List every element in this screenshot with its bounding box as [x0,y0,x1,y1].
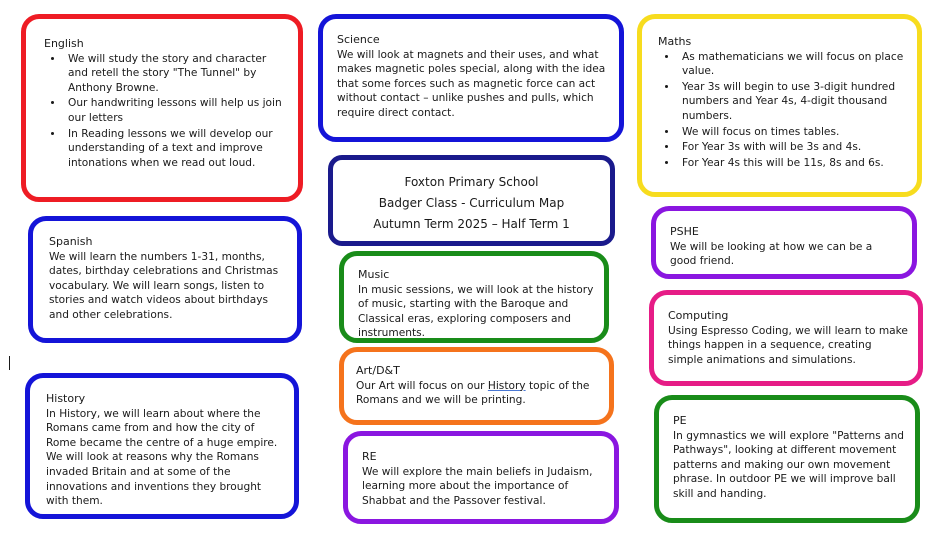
history-title: History [46,392,86,405]
english-title: English [44,37,84,50]
computing-title: Computing [668,309,729,322]
music-text: In music sessions, we will look at the history of music, starting with the Baroque and Classical eras, exploring composers and instruments. [358,283,594,340]
history-box [25,373,299,519]
pshe-title: PSHE [670,225,699,238]
list-item: • We will focus on times tables. [678,125,905,140]
science-text: We will look at magnets and their uses, and what makes magnetic poles special, along with the idea that some forces such as magnetic force can act without contact – unlike pushes and pulls, which require direct contact. [337,48,606,119]
list-item: • We will study the story and character and retell the story "The Tunnel" by Anthony Browne. [64,52,286,96]
list-item: • Our handwriting lessons will help us join our letters [64,96,286,125]
computing-box [649,290,923,386]
school-name: Foxton Primary School [404,175,539,189]
music-box [339,251,609,343]
list-item: • As mathematicians we will focus on place value. [678,50,905,79]
art-title: Art/D&T [356,364,400,377]
class-title: Badger Class - Curriculum Map [378,196,565,210]
pe-text: In gymnastics we will explore "Patterns and Pathways", looking at different movement patterns and making our own movement phrase. In outdoor PE we will improve ball skill and handing. [673,429,905,500]
art-text-before: Our Art will focus on our [356,379,488,392]
re-box [343,431,619,524]
art-box [339,347,614,425]
science-title: Science [337,33,380,46]
list-item: • In Reading lessons we will develop our understanding of a text and improve intonations when we read out loud. [64,127,286,171]
list-item: • For Year 3s with will be 3s and 4s. [678,140,905,155]
title-box [328,155,615,246]
art-history-word: History [487,379,526,392]
pe-box [654,395,920,523]
spanish-title: Spanish [49,235,93,248]
term-title: Autumn Term 2025 – Half Term 1 [373,217,570,231]
text-caret [9,356,10,370]
spanish-text: We will learn the numbers 1-31, months, dates, birthday celebrations and Christmas vocabulary. We will learn songs, listen to stories and watch videos about birthdays and other celebrations. [49,250,279,321]
list-item: • For Year 4s this will be 11s, 8s and 6s. [678,156,905,171]
re-text: We will explore the main beliefs in Judaism, learning more about the importance of Shabbat and the Passover festival. [362,465,593,507]
science-box [318,14,624,142]
art-text-after: topic of the Romans and we will be printing. [356,379,590,407]
english-box [21,14,303,202]
computing-text: Using Espresso Coding, we will learn to make things happen in a sequence, creating simple animations and simulations. [668,324,908,366]
maths-list [658,50,905,171]
music-title: Music [358,268,390,281]
art-text [356,379,599,408]
pshe-text: We will be looking at how we can be a good friend. [670,240,873,268]
re-title: RE [362,450,377,463]
english-list [44,52,286,171]
pe-title: PE [673,414,687,427]
pshe-box [651,206,917,279]
maths-box [637,14,922,197]
maths-title: Maths [658,35,692,48]
history-text: In History, we will learn about where the Romans came from and how the city of Rome became the centre of a huge empire. We will look at reasons why the Romans invaded Britain and at some of the innovations and inventions they brought with them. [46,407,278,508]
list-item: • Year 3s will begin to use 3-digit hundred numbers and Year 4s, 4-digit thousand numbers. [678,80,905,124]
spanish-box [28,216,302,343]
